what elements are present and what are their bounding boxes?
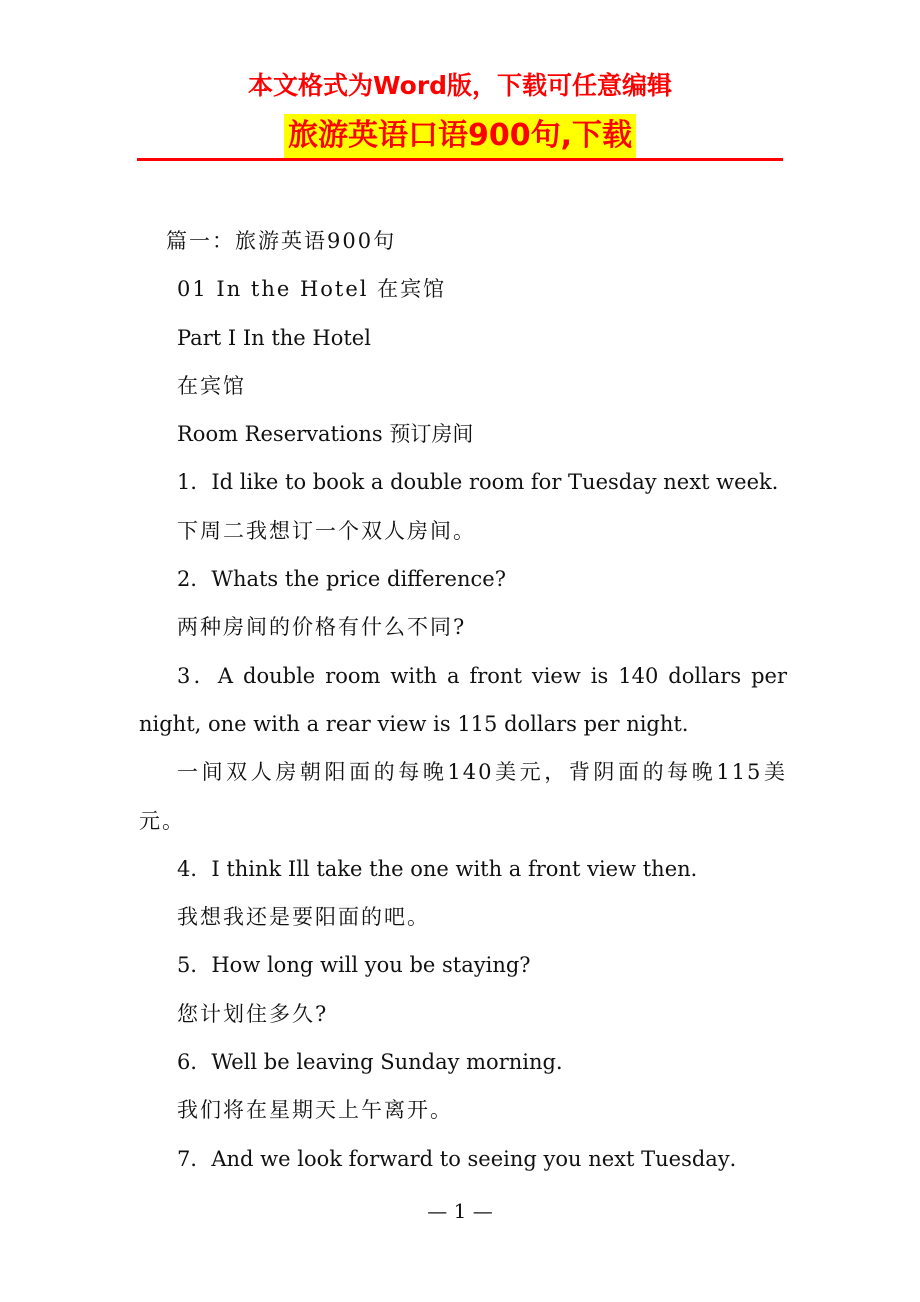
sentence-chinese: 一间双人房朝阳面的每晚140美元，背阴面的每晚115美元。 [139,760,787,833]
format-notice: 本文格式为Word版，下载可任意编辑 [247,71,673,100]
chapter-heading: 01 In the Hotel 在宾馆 [177,277,447,302]
sentence-english: 6．Well be leaving Sunday morning． [177,1050,577,1075]
part-heading: Part Ⅰ In the Hotel [177,325,371,350]
sentence-english: 4．I think Ill take the one with a front view then． [177,856,712,881]
sentence-chinese: 我们将在星期天上午离开。 [177,1098,453,1123]
page-number: — 1 — [427,1199,493,1223]
sentence-english: 5．How long will you be staying? [177,953,531,978]
sentence-chinese: 您计划住多久? [177,1001,329,1026]
document-title: 旅游英语口语900句,下载 [284,114,636,158]
sentence-english: 1．Id like to book a double room for Tuesday next week． [177,470,793,495]
title-container [0,114,920,158]
sentence-english: 3．A double room with a front view is 140 dollars per night, one with a rear view is 115 dollars per night． [139,663,787,736]
sentence-chinese: 我想我还是要阳面的吧。 [177,905,430,930]
sentence-english: 7．And we look forward to seeing you next Tuesday． [177,1146,751,1171]
topic-heading: Room Reservations 预订房间 [177,422,474,447]
sentence-chinese: 下周二我想订一个双人房间。 [177,518,476,543]
document-body [139,217,793,1183]
section-heading: 篇一：旅游英语900句 [166,229,397,253]
sentence-chinese: 两种房间的价格有什么不同? [177,615,467,640]
sentence-english: 2．Whats the price difference? [177,567,506,592]
part-heading-chinese: 在宾馆 [177,373,246,398]
title-divider [137,158,783,161]
